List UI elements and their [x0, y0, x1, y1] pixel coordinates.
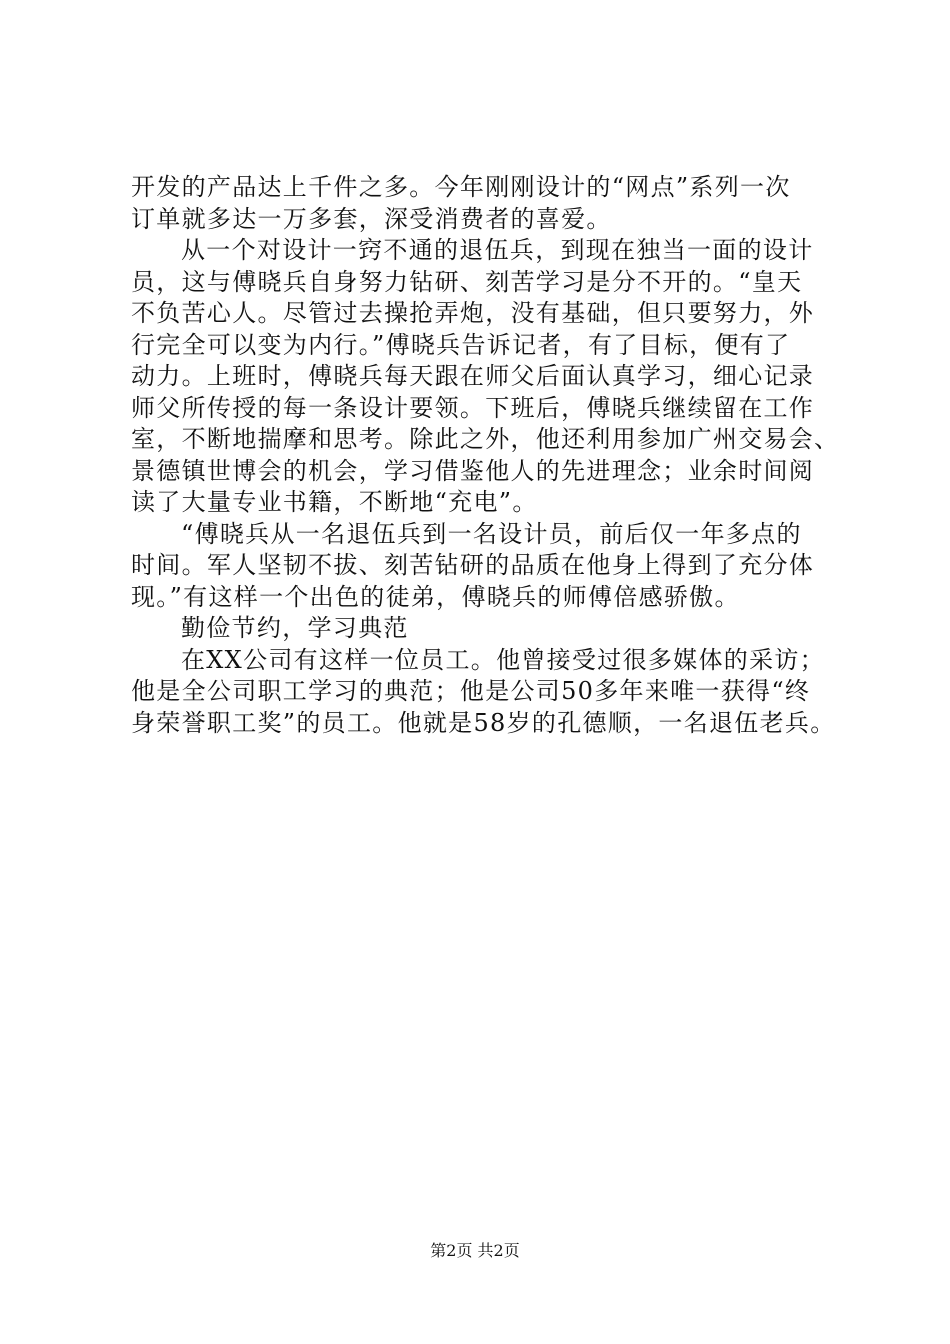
paragraph-start-line: “傅晓兵从一名退伍兵到一名设计员，前后仅一年多点的 [181, 519, 802, 548]
text-line: 不负苦心人。尽管过去操抢弄炮，没有基础，但只要努力，外 [131, 299, 815, 327]
text-line: 师父所传授的每一条设计要领。下班后，傅晓兵继续留在工作 [131, 393, 815, 422]
text-line: 动力。上班时，傅晓兵每天跟在师父后面认真学习，细心记录 [131, 362, 815, 390]
paragraph-start-line: 在XX公司有这样一位员工。他曾接受过很多媒体的采访； [181, 645, 825, 674]
text-line: 身荣誉职工奖”的员工。他就是58岁的孔德顺，一名退伍老兵。 [131, 708, 836, 737]
document-body [131, 172, 841, 739]
paragraph-start-line: 从一个对设计一窍不通的退伍兵，到现在独当一面的设计 [181, 236, 814, 264]
text-line: 订单就多达一万多套，深受消费者的喜爱。 [131, 204, 612, 233]
text-line: 行完全可以变为内行。”傅晓兵告诉记者，有了目标，便有了 [131, 330, 791, 359]
text-line: 现。”有这样一个出色的徒弟，傅晓兵的师傅倍感骄傲。 [131, 582, 740, 611]
text-line: 时间。军人坚韧不拔、刻苦钻研的品质在他身上得到了充分体 [131, 551, 815, 579]
page-footer [0, 1241, 950, 1261]
text-line: 景德镇世博会的机会，学习借鉴他人的先进理念；业余时间阅 [131, 456, 815, 485]
text-line: 室，不断地揣摩和思考。除此之外，他还利用参加广州交易会、 [131, 425, 840, 453]
text-line: 员，这与傅晓兵自身努力钻研、刻苦学习是分不开的。“皇天 [131, 267, 803, 296]
page-number: 第2页 共2页 [430, 1241, 520, 1260]
text-line: 读了大量专业书籍，不断地“充电”。 [131, 488, 538, 516]
section-heading: 勤俭节约，学习典范 [181, 614, 409, 642]
text-line: 开发的产品达上千件之多。今年刚刚设计的“网点”系列一次 [131, 173, 791, 201]
text-line: 他是全公司职工学习的典范；他是公司50多年来唯一获得“终 [131, 677, 811, 705]
